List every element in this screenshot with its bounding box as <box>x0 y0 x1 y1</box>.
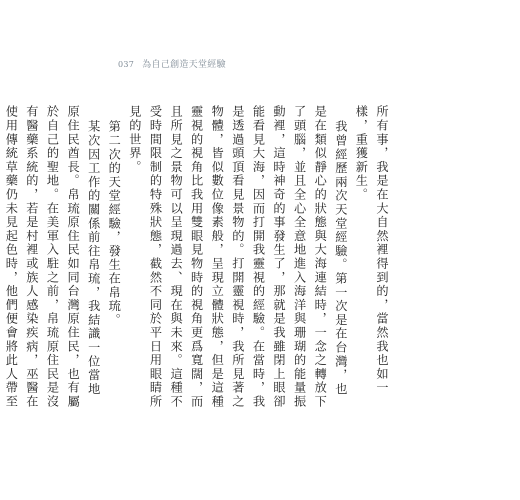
paragraph-second-experience-intro: 第二次的天堂經驗，發生在帛琉。 <box>107 119 122 327</box>
paragraph-palau: 某次因工作的關係前往帛琉，我結識一位當地原住民酋長。帛琉原住民如同台灣原住民，也有屬於自己的聖地。在美軍入駐之前，帛琉原住民是沒有醫藥系統的，若是村裡或族人感染疾病，巫醫在使用傳統草藥仍未見起色時，他們便會將此人帶至 <box>4 105 101 409</box>
page-number: 037 <box>118 60 135 69</box>
paragraph-continuation: 所有事，我是在大自然裡得到的，當然我也如一樣，重獲新生。 <box>354 105 389 395</box>
page-header <box>118 57 226 70</box>
paragraph-first-experience: 我曾經歷兩次天堂經驗。第一次是在台灣，也是在類似靜心的狀態與大海連結時，一念之轉放下了頭腦，並且全心全意地進入海洋與珊瑚的能量振動裡，這時神奇的事發生了，那就是我雖閉上眼卻能看見大海，因而打開我靈視的經驗。在當時，我是透過頭頂看見景物的。打開靈視時，我所見著之物體，皆似數位像素般，呈現立體狀態，但是這種靈視的視角比我用雙眼見物時的視角更爲寬闊，而且所見之景物可以呈現過去、現在與未來。這種不受時間限制的特殊狀態，截然不同於平日用眼睛所見的世界。 <box>127 105 348 409</box>
running-title: 為自己創造天堂經驗 <box>142 60 226 70</box>
body-text <box>0 105 392 409</box>
